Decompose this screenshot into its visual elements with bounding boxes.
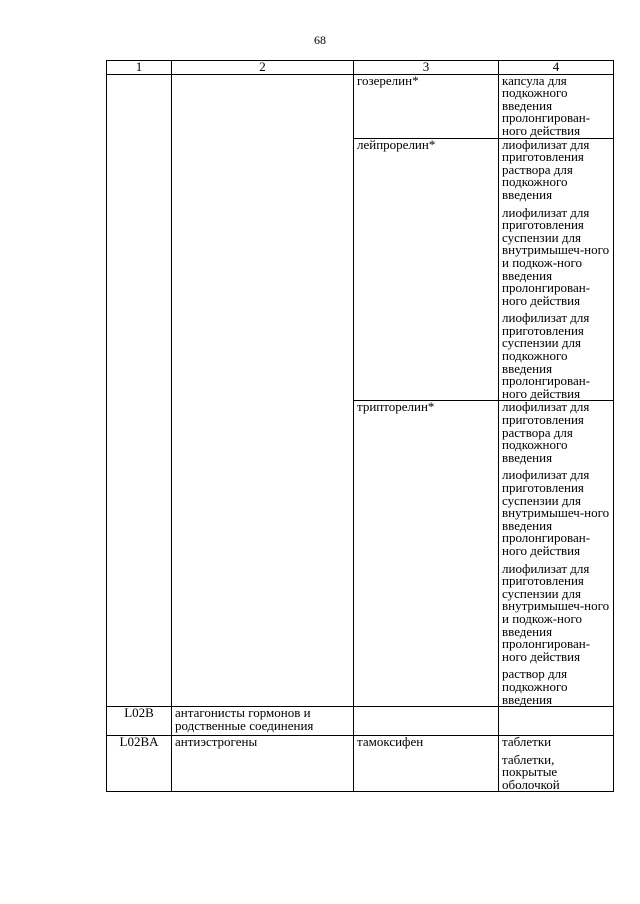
- page-number: 68: [314, 33, 326, 47]
- forms-cell-leuprorelin: [499, 138, 614, 401]
- drug-name-tamoxifen: тамоксифен: [354, 736, 499, 792]
- drug-name-triptorelin: трипторелин*: [354, 401, 499, 707]
- column-header-3: 3: [354, 61, 499, 75]
- drug-name-goserelin: гозерелин*: [354, 74, 499, 138]
- column-header-4: 4: [499, 61, 614, 75]
- dosage-form: лиофилизат для приготовления суспензии для подкожного введения пролонгирован-ного действия: [502, 310, 591, 401]
- forms-cell-empty: [499, 707, 614, 736]
- drug-table: [106, 60, 614, 792]
- group-name-l02ba: антиэстрогены: [172, 736, 354, 792]
- dosage-form: таблетки, покрытые оболочкой: [502, 751, 560, 792]
- forms-cell-triptorelin: [499, 401, 614, 707]
- dosage-form: раствор для подкожного введения: [502, 666, 568, 707]
- group-name-l02b: антагонисты гормонов и родственные соединения: [172, 707, 354, 736]
- name-cell-empty: [172, 74, 354, 707]
- forms-cell-goserelin: [499, 74, 614, 138]
- drug-name-leuprorelin: лейпрорелин*: [354, 138, 499, 401]
- forms-cell-tamoxifen: [499, 736, 614, 792]
- column-header-1: 1: [107, 61, 172, 75]
- dosage-form: таблетки: [502, 734, 552, 750]
- column-header-2: 2: [172, 61, 354, 75]
- atc-code-l02ba: L02BA: [107, 736, 172, 792]
- dosage-form: лиофилизат для приготовления суспензии для внутримышеч-ного и подкож-ного введения пролонгирован-ного действия: [502, 560, 610, 664]
- dosage-form: лиофилизат для приготовления суспензии для внутримышеч-ного и подкож-ного введения пролонгирован-ного действия: [502, 204, 610, 308]
- code-cell-empty: [107, 74, 172, 707]
- table-row-l02ba: [107, 736, 614, 792]
- drug-cell-empty: [354, 707, 499, 736]
- table-row-l02b: [107, 707, 614, 736]
- dosage-form: лиофилизат для приготовления раствора для подкожного введения: [502, 399, 590, 465]
- table-row: [107, 74, 614, 138]
- dosage-form: капсула для подкожного введения пролонгирован-ного действия: [502, 72, 591, 138]
- atc-code-l02b: L02B: [107, 707, 172, 736]
- dosage-form: лиофилизат для приготовления суспензии для внутримышеч-ного введения пролонгирован-ного действия: [502, 467, 610, 558]
- dosage-form: лиофилизат для приготовления раствора для подкожного введения: [502, 136, 590, 202]
